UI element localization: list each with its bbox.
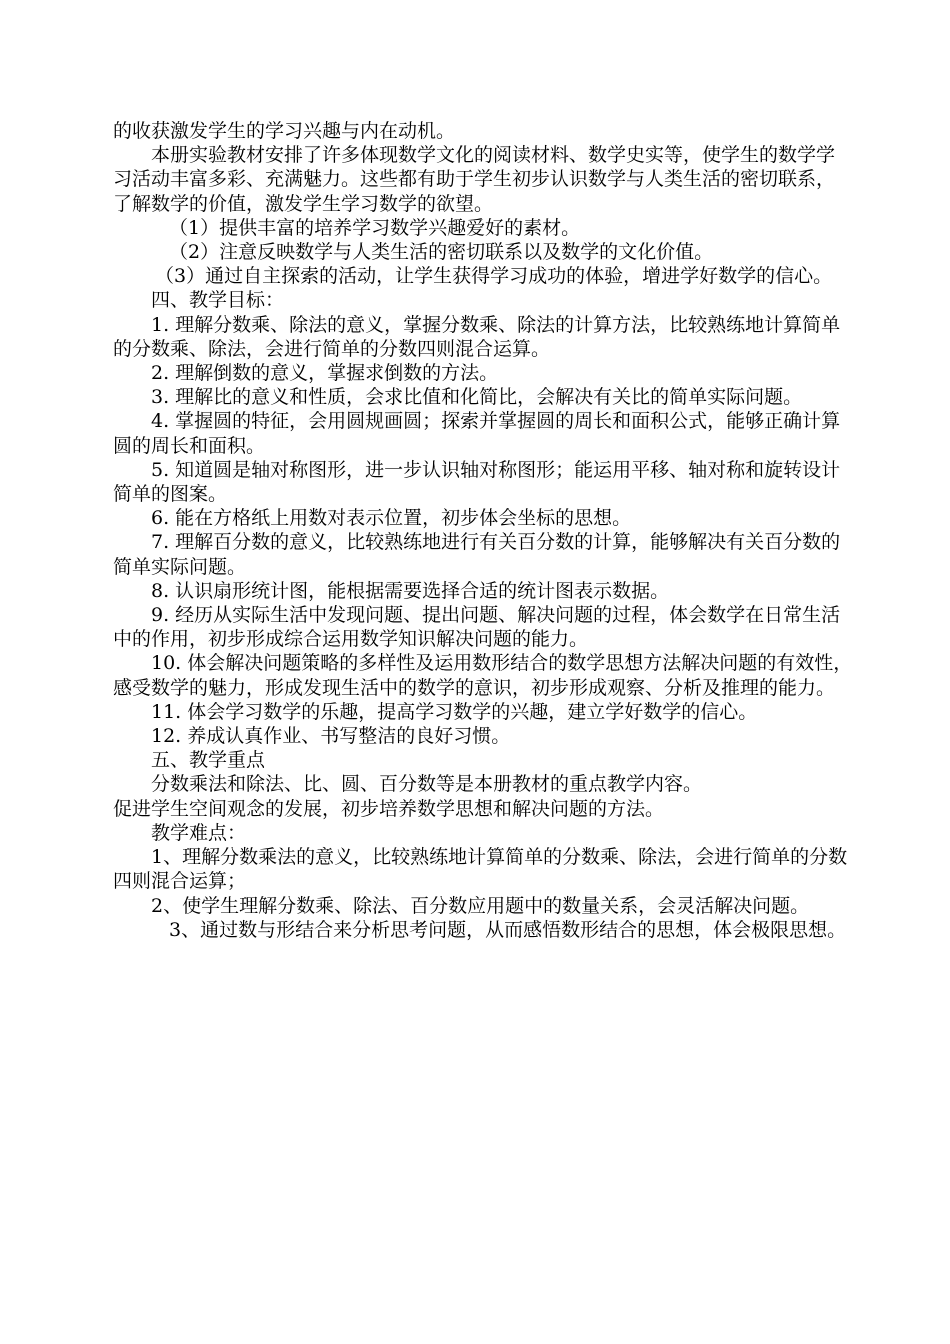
paragraph-p11: 5. 知道圆是轴对称图形，进一步认识轴对称图形；能运用平移、轴对称和旋转设计简单的图案。	[113, 458, 841, 506]
paragraph-p07: 1. 理解分数乘、除法的意义，掌握分数乘、除法的计算方法，比较熟练地计算简单的分数乘、除法，会进行简单的分数四则混合运算。	[113, 313, 841, 360]
paragraph-p15: 9. 经历从实际生活中发现问题、提出问题、解决问题的过程，体会数学在日常生活中的作用，初步形成综合运用数学知识解决问题的能力。	[113, 604, 841, 651]
paragraph-p13: 7. 理解百分数的意义，比较熟练地进行有关百分数的计算，能够解决有关百分数的简单实际问题。	[113, 531, 841, 578]
paragraph-p19: 五、教学重点	[151, 749, 266, 772]
paragraph-p25: 3、通过数与形结合来分析思考问题，从而感悟数形结合的思想，体会极限思想。	[169, 918, 847, 941]
paragraph-p05: （3）通过自主探索的活动，让学生获得学习成功的体验，增进学好数学的信心。	[155, 265, 833, 288]
paragraph-p03: （1）提供丰富的培养学习数学兴趣爱好的素材。	[169, 216, 581, 239]
paragraph-p20: 分数乘法和除法、比、圆、百分数等是本册教材的重点教学内容。	[151, 773, 703, 796]
paragraph-p12: 6. 能在方格纸上用数对表示位置，初步体会坐标的思想。	[151, 507, 632, 530]
paragraph-p14: 8. 认识扇形统计图，能根据需要选择合适的统计图表示数据。	[151, 579, 670, 602]
paragraph-p22: 教学难点：	[151, 821, 247, 844]
paragraph-p01: 的收获激发学生的学习兴趣与内在动机。	[113, 120, 456, 142]
paragraph-p02: 本册实验教材安排了许多体现数学文化的阅读材料、数学史实等，使学生的数学学习活动丰富多彩、充满魅力。这些都有助于学生初步认识数学与人类生活的密切联系，了解数学的价值，激发学生学习数学的欲望。	[113, 144, 836, 215]
paragraph-p10: 4. 掌握圆的特征，会用圆规画圆；探索并掌握圆的周长和面积公式，能够正确计算圆的周长和面积。	[113, 410, 841, 457]
document-body	[113, 119, 853, 942]
paragraph-p08: 2. 理解倒数的意义，掌握求倒数的方法。	[151, 362, 499, 385]
paragraph-p23: 1、理解分数乘法的意义，比较熟练地计算简单的分数乘、除法，会进行简单的分数四则混合运算；	[113, 846, 848, 893]
paragraph-p24: 2、使学生理解分数乘、除法、百分数应用题中的数量关系，会灵活解决问题。	[151, 894, 810, 917]
paragraph-p17: 11. 体会学习数学的乐趣，提高学习数学的兴趣，建立学好数学的信心。	[151, 700, 758, 723]
paragraph-p04: （2）注意反映数学与人类生活的密切联系以及数学的文化价值。	[169, 241, 714, 264]
paragraph-p18: 12. 养成认真作业、书写整洁的良好习惯。	[151, 725, 511, 748]
paragraph-p09: 3. 理解比的意义和性质，会求比值和化简比，会解决有关比的简单实际问题。	[151, 386, 803, 409]
paragraph-p16: 10. 体会解决问题策略的多样性及运用数形结合的数学思想方法解决问题的有效性，感受数学的魅力，形成发现生活中的数学的意识，初步形成观察、分析及推理的能力。	[113, 652, 853, 699]
paragraph-p06: 四、教学目标：	[151, 289, 285, 312]
paragraph-p21: 促进学生空间观念的发展，初步培养数学思想和解决问题的方法。	[113, 797, 665, 820]
